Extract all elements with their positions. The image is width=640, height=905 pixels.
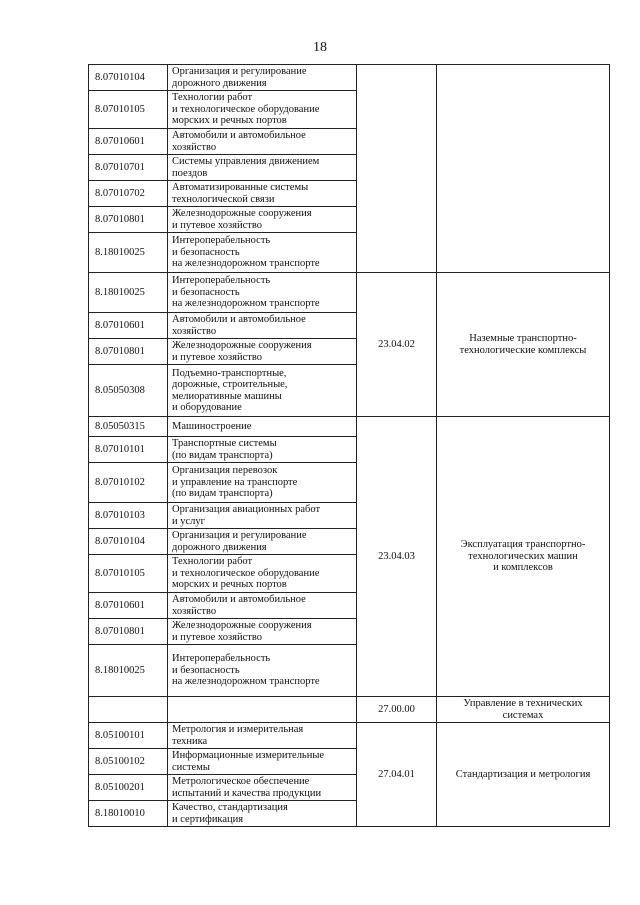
old-code-cell: 8.07010105 bbox=[89, 555, 168, 593]
old-name-cell: Организация перевозок и управление на транспорте (по видам транспорта) bbox=[168, 463, 357, 503]
new-name-cell: Эксплуатация транспортно- технологических машин и комплексов bbox=[437, 417, 610, 697]
old-code-cell: 8.07010103 bbox=[89, 503, 168, 529]
old-code-cell: 8.07010105 bbox=[89, 91, 168, 129]
old-name-cell: Интероперабельность и безопасность на железнодорожном транспорте bbox=[168, 233, 357, 273]
new-name-cell: Управление в технических системах bbox=[437, 697, 610, 723]
table-row bbox=[89, 273, 610, 313]
old-code-cell: 8.07010702 bbox=[89, 181, 168, 207]
old-code-cell: 8.05050315 bbox=[89, 417, 168, 437]
old-code-cell: 8.07010104 bbox=[89, 65, 168, 91]
old-code-cell: 8.05100102 bbox=[89, 749, 168, 775]
old-name-cell: Организация и регулирование дорожного движения bbox=[168, 529, 357, 555]
old-name-cell: Железнодорожные сооружения и путевое хозяйство bbox=[168, 619, 357, 645]
old-code-cell: 8.05050308 bbox=[89, 365, 168, 417]
old-name-cell: Метрология и измерительная техника bbox=[168, 723, 357, 749]
old-name-cell: Технологии работ и технологическое оборудование морских и речных портов bbox=[168, 91, 357, 129]
old-name-cell: Автомобили и автомобильное хозяйство bbox=[168, 129, 357, 155]
old-code-cell: 8.18010025 bbox=[89, 645, 168, 697]
new-name-cell bbox=[437, 65, 610, 273]
old-name-cell: Системы управления движением поездов bbox=[168, 155, 357, 181]
old-code-cell: 8.07010701 bbox=[89, 155, 168, 181]
old-name-cell: Транспортные системы (по видам транспорта) bbox=[168, 437, 357, 463]
old-code-cell: 8.07010601 bbox=[89, 313, 168, 339]
new-name-cell: Стандартизация и метрология bbox=[437, 723, 610, 827]
new-code-cell: 23.04.02 bbox=[357, 273, 437, 417]
old-name-cell: Организация и регулирование дорожного движения bbox=[168, 65, 357, 91]
old-code-cell: 8.07010801 bbox=[89, 619, 168, 645]
old-code-cell: 8.07010801 bbox=[89, 339, 168, 365]
old-code-cell: 8.05100101 bbox=[89, 723, 168, 749]
specialties-table bbox=[88, 64, 610, 827]
table-row bbox=[89, 723, 610, 749]
old-name-cell: Технологии работ и технологическое оборудование морских и речных портов bbox=[168, 555, 357, 593]
old-code-cell: 8.18010025 bbox=[89, 273, 168, 313]
new-code-cell bbox=[357, 65, 437, 273]
new-code-cell: 27.04.01 bbox=[357, 723, 437, 827]
old-code-cell: 8.07010101 bbox=[89, 437, 168, 463]
old-name-cell: Автомобили и автомобильное хозяйство bbox=[168, 313, 357, 339]
old-code-cell: 8.07010801 bbox=[89, 207, 168, 233]
table-row bbox=[89, 417, 610, 437]
old-name-cell bbox=[168, 697, 357, 723]
old-name-cell: Железнодорожные сооружения и путевое хозяйство bbox=[168, 207, 357, 233]
new-code-cell: 23.04.03 bbox=[357, 417, 437, 697]
table-row bbox=[89, 65, 610, 91]
old-code-cell: 8.07010601 bbox=[89, 593, 168, 619]
old-name-cell: Железнодорожные сооружения и путевое хозяйство bbox=[168, 339, 357, 365]
old-name-cell: Информационные измерительные системы bbox=[168, 749, 357, 775]
old-name-cell: Автомобили и автомобильное хозяйство bbox=[168, 593, 357, 619]
old-name-cell: Качество, стандартизация и сертификация bbox=[168, 801, 357, 827]
new-code-cell: 27.00.00 bbox=[357, 697, 437, 723]
old-code-cell: 8.18010010 bbox=[89, 801, 168, 827]
old-name-cell: Подъемно-транспортные, дорожные, строительные, мелиоративные машины и оборудование bbox=[168, 365, 357, 417]
old-code-cell: 8.05100201 bbox=[89, 775, 168, 801]
page-number: 18 bbox=[313, 40, 327, 55]
old-name-cell: Машиностроение bbox=[168, 417, 357, 437]
old-code-cell: 8.07010601 bbox=[89, 129, 168, 155]
table-row bbox=[89, 697, 610, 723]
old-code-cell: 8.18010025 bbox=[89, 233, 168, 273]
old-name-cell: Интероперабельность и безопасность на железнодорожном транспорте bbox=[168, 645, 357, 697]
new-name-cell: Наземные транспортно- технологические комплексы bbox=[437, 273, 610, 417]
old-name-cell: Интероперабельность и безопасность на железнодорожном транспорте bbox=[168, 273, 357, 313]
old-code-cell bbox=[89, 697, 168, 723]
old-code-cell: 8.07010104 bbox=[89, 529, 168, 555]
old-name-cell: Метрологическое обеспечение испытаний и качества продукции bbox=[168, 775, 357, 801]
old-name-cell: Организация авиационных работ и услуг bbox=[168, 503, 357, 529]
old-code-cell: 8.07010102 bbox=[89, 463, 168, 503]
old-name-cell: Автоматизированные системы технологической связи bbox=[168, 181, 357, 207]
